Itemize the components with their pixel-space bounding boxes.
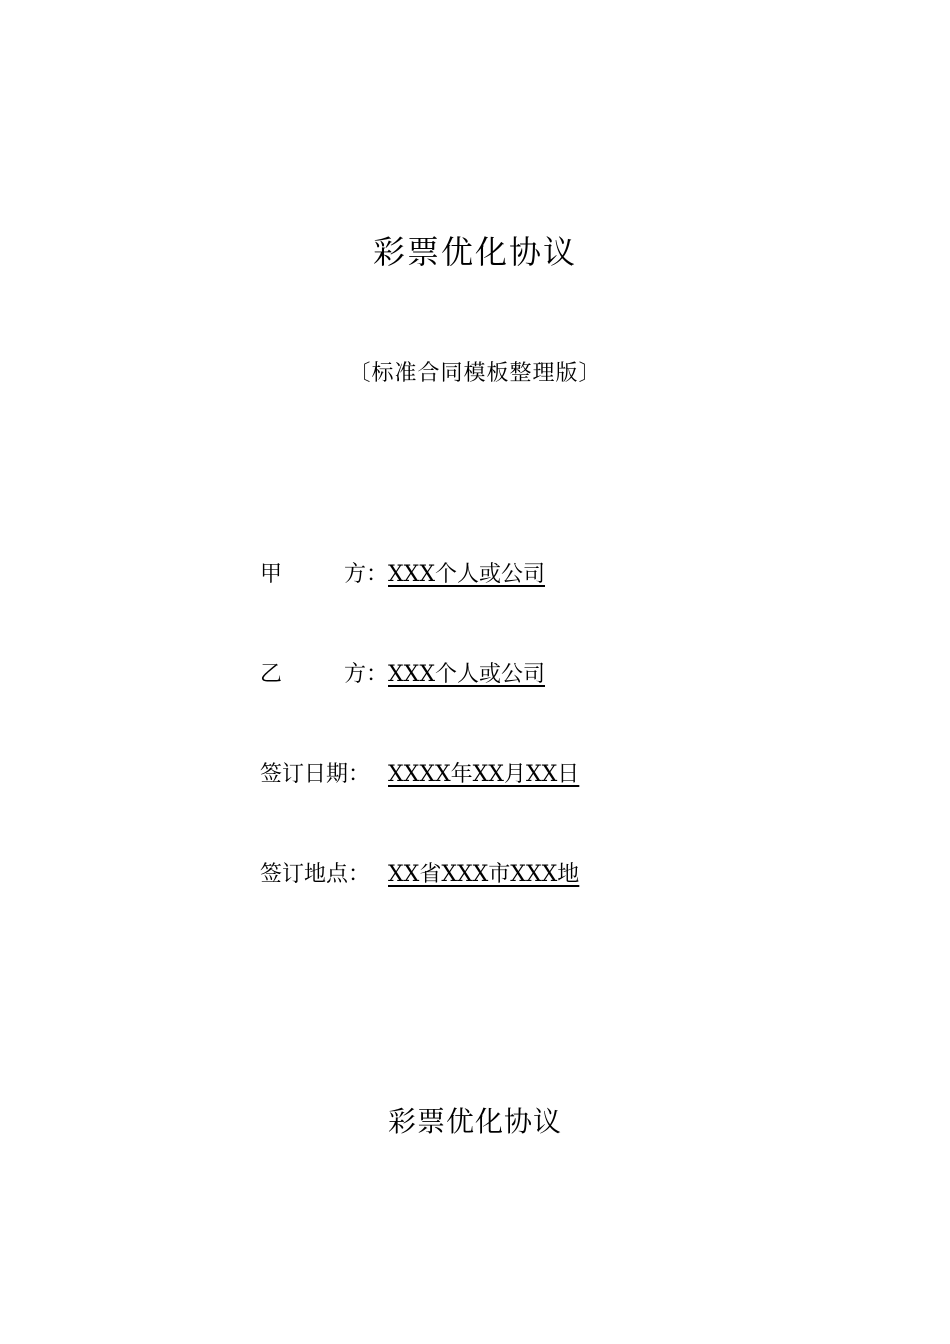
party-b-value: XXX个人或公司	[388, 662, 545, 687]
party-a-row	[260, 558, 614, 592]
party-b-row	[260, 658, 614, 692]
party-a-label	[260, 558, 388, 592]
party-b-label	[260, 658, 388, 692]
sign-date-label: 签订日期：	[260, 762, 371, 787]
document-title: 彩票优化协议	[372, 233, 577, 271]
document-subtitle: 〔标准合同模板整理版〕	[348, 361, 602, 386]
party-b-label-first: 乙	[260, 662, 283, 687]
sign-place-value: XX省XXX市XXX地	[388, 862, 580, 887]
party-a-label-first: 甲	[260, 562, 283, 587]
body-title: 彩票优化协议	[387, 1105, 562, 1138]
sign-date-row	[260, 758, 636, 792]
sign-place-row	[260, 858, 610, 892]
sign-date-value: XXXX年XX月XX日	[388, 762, 580, 787]
party-a-label-last: 方：	[343, 562, 388, 587]
party-a-value: XXX个人或公司	[388, 562, 545, 587]
party-b-label-last: 方：	[343, 662, 388, 687]
sign-place-label: 签订地点：	[260, 862, 371, 887]
